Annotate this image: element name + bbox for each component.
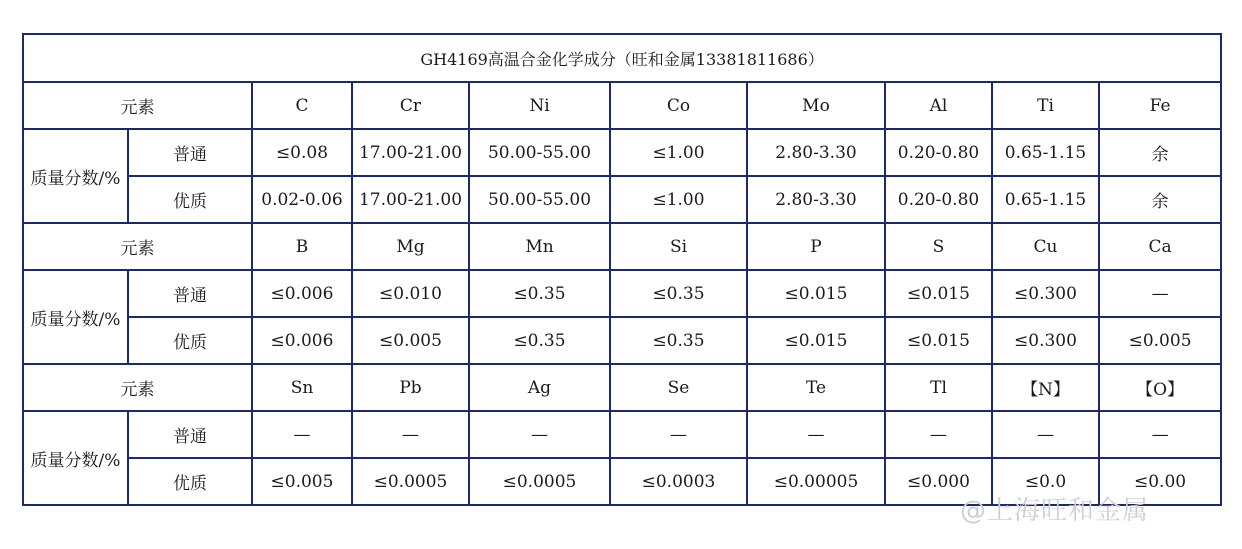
value-cell: ≤1.00 xyxy=(610,176,747,223)
value-cell: ≤0.015 xyxy=(747,317,885,364)
element-symbol: B xyxy=(252,223,352,270)
value-cell: ≤0.005 xyxy=(1099,317,1221,364)
mass-fraction-label: 质量分数/% xyxy=(23,270,128,364)
value-cell: ≤0.0005 xyxy=(469,458,610,505)
element-symbol: Ni xyxy=(469,82,610,129)
value-cell: ≤0.00 xyxy=(1099,458,1221,505)
value-cell: 0.02-0.06 xyxy=(252,176,352,223)
value-cell: 17.00-21.00 xyxy=(352,129,469,176)
value-cell: 17.00-21.00 xyxy=(352,176,469,223)
value-cell: 50.00-55.00 xyxy=(469,129,610,176)
watermark: @上海旺和金属 xyxy=(960,496,1150,526)
element-symbol: Ag xyxy=(469,364,610,411)
value-cell: — xyxy=(747,411,885,458)
value-cell: 2.80-3.30 xyxy=(747,176,885,223)
value-cell: ≤0.006 xyxy=(252,317,352,364)
element-symbol: Si xyxy=(610,223,747,270)
element-symbol: Pb xyxy=(352,364,469,411)
element-symbol: Cr xyxy=(352,82,469,129)
value-cell: ≤0.35 xyxy=(469,317,610,364)
value-cell: ≤0.015 xyxy=(747,270,885,317)
value-cell: ≤0.006 xyxy=(252,270,352,317)
value-cell: ≤0.35 xyxy=(469,270,610,317)
element-row xyxy=(23,82,1221,129)
grade-label-premium: 优质 xyxy=(128,317,252,364)
grade-label-normal: 普通 xyxy=(128,270,252,317)
value-cell: — xyxy=(1099,270,1221,317)
value-cell: ≤0.015 xyxy=(885,317,992,364)
element-header: 元素 xyxy=(23,364,252,411)
value-cell: — xyxy=(885,411,992,458)
element-symbol: Mg xyxy=(352,223,469,270)
value-cell: — xyxy=(252,411,352,458)
value-cell: 0.65-1.15 xyxy=(992,176,1099,223)
mass-fraction-label: 质量分数/% xyxy=(23,411,128,505)
element-symbol: 【N】 xyxy=(992,364,1099,411)
normal-grade-row xyxy=(23,411,1221,458)
title-row xyxy=(23,34,1221,82)
element-symbol: Ca xyxy=(1099,223,1221,270)
element-symbol: Mo xyxy=(747,82,885,129)
grade-label-premium: 优质 xyxy=(128,458,252,505)
grade-label-normal: 普通 xyxy=(128,411,252,458)
element-symbol: C xyxy=(252,82,352,129)
element-row xyxy=(23,364,1221,411)
premium-grade-row xyxy=(23,176,1221,223)
value-cell: ≤1.00 xyxy=(610,129,747,176)
value-cell: 0.20-0.80 xyxy=(885,176,992,223)
value-cell: ≤0.00005 xyxy=(747,458,885,505)
value-cell: ≤0.000 xyxy=(885,458,992,505)
element-header: 元素 xyxy=(23,223,252,270)
value-cell: 2.80-3.30 xyxy=(747,129,885,176)
value-cell: — xyxy=(610,411,747,458)
element-symbol: Tl xyxy=(885,364,992,411)
value-cell: ≤0.300 xyxy=(992,317,1099,364)
value-cell: 0.65-1.15 xyxy=(992,129,1099,176)
grade-label-premium: 优质 xyxy=(128,176,252,223)
element-symbol: Sn xyxy=(252,364,352,411)
value-cell: 0.20-0.80 xyxy=(885,129,992,176)
grade-label-normal: 普通 xyxy=(128,129,252,176)
element-symbol: Co xyxy=(610,82,747,129)
value-cell: 余 xyxy=(1099,176,1221,223)
element-symbol: Ti xyxy=(992,82,1099,129)
element-row xyxy=(23,223,1221,270)
value-cell: ≤0.010 xyxy=(352,270,469,317)
value-cell: 余 xyxy=(1099,129,1221,176)
normal-grade-row xyxy=(23,129,1221,176)
element-symbol: Se xyxy=(610,364,747,411)
element-header: 元素 xyxy=(23,82,252,129)
element-symbol: P xyxy=(747,223,885,270)
table-title: GH4169高温合金化学成分（旺和金属13381811686） xyxy=(23,34,1221,82)
value-cell: ≤0.0003 xyxy=(610,458,747,505)
normal-grade-row xyxy=(23,270,1221,317)
value-cell: — xyxy=(352,411,469,458)
value-cell: ≤0.08 xyxy=(252,129,352,176)
value-cell: ≤0.005 xyxy=(352,317,469,364)
element-symbol: Fe xyxy=(1099,82,1221,129)
element-symbol: Mn xyxy=(469,223,610,270)
value-cell: ≤0.35 xyxy=(610,317,747,364)
value-cell: 50.00-55.00 xyxy=(469,176,610,223)
composition-table xyxy=(22,33,1222,506)
mass-fraction-label: 质量分数/% xyxy=(23,129,128,223)
value-cell: — xyxy=(992,411,1099,458)
premium-grade-row xyxy=(23,317,1221,364)
value-cell: ≤0.35 xyxy=(610,270,747,317)
value-cell: ≤0.005 xyxy=(252,458,352,505)
value-cell: ≤0.0005 xyxy=(352,458,469,505)
element-symbol: Te xyxy=(747,364,885,411)
element-symbol: Al xyxy=(885,82,992,129)
element-symbol: 【O】 xyxy=(1099,364,1221,411)
element-symbol: Cu xyxy=(992,223,1099,270)
value-cell: — xyxy=(1099,411,1221,458)
element-symbol: S xyxy=(885,223,992,270)
value-cell: ≤0.0 xyxy=(992,458,1099,505)
value-cell: ≤0.015 xyxy=(885,270,992,317)
value-cell: ≤0.300 xyxy=(992,270,1099,317)
value-cell: — xyxy=(469,411,610,458)
